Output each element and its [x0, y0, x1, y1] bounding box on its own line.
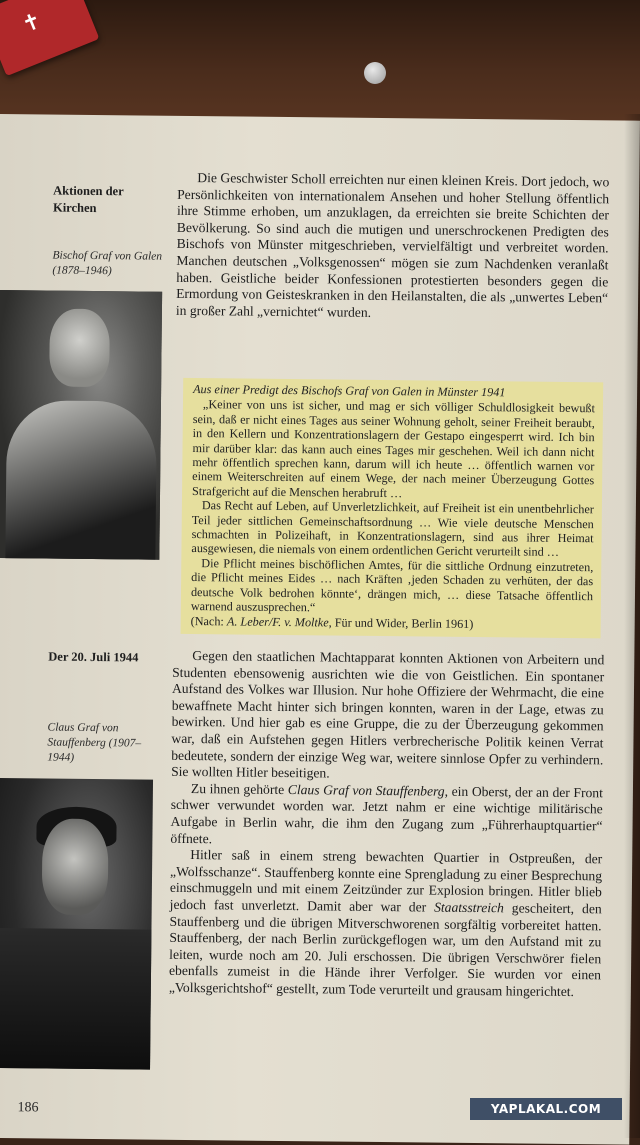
quote-paragraph: „Keiner von uns ist sicher, und mag er sich völliger Schuldlosigkeit bewußt sein, daß er nicht eines Tages aus seiner Wohnung geholt, seiner Freiheit beraubt, in den Kellern und Konzentrationslagern der Gestapo eingesperrt wird. Ich bin mir darüber klar: das kann auch eines Tages mir geschehen. Weil ich dann nicht mehr öffentlich sprechen kann, darum will ich heute … öffentlich warnen vor einem Weiterschreiten auf einem Wege, der nach meiner Überzeugung Gottes Strafgericht auf die Menschen herabruft …	[191, 397, 596, 501]
photo-face	[42, 818, 109, 915]
paragraph-intro	[176, 170, 610, 324]
text-run: Hitler saß in einem streng bewachten Quartier in Ostpreußen, der „Wolfsschanze“. Stauffenberg konnte eine Sprengladung zu einer Besprechung einschmuggeln und mit einem Zeitzünder zur Explosion bringen. Hitler blieb jedoch fast unverletzt. Damit aber war der	[169, 847, 603, 915]
body-paragraph: Gegen den staatlichen Machtapparat konnten Aktionen von Arbeitern und Studenten ebensowenig ausrichten wie die von Geistlichen. Ein spontaner Aufstand des Volkes war Illusion. Nur hohe Offiziere der Wehrmacht, die eine bewaffnete Macht hinter sich bringen konnten, waren in der Lage, etwas zu bewirken. Und hier gab es eine Gruppe, die zu der Überzeugung gekommen war, daß ein Aufstehen gegen Hitlers verbrecherische Politik keinen Verrat bedeutete, sondern der einzige Weg war, weitere sinnlose Opfer zu verhindern. Sie wollten Hitler beseitigen.	[171, 648, 605, 781]
source-authors: A. Leber/F. v. Moltke	[226, 613, 329, 629]
source-suffix: , Für und Wider, Berlin 1961)	[328, 614, 474, 631]
text-run: gescheitert, den Stauffenberg und die übrigen Mitverschworenen sorgfältig vorbereitet hatten. Stauffenberg, der nach Berlin zurückgeflogen war, um den Aufstand mit zu leiten, wurde noch am 20. Juli erschossen. Die übrigen Verschwörer fielen ebenfalls zumeist in die Hände ihrer Verfolger. Sie wurden vor einen „Volksgerichtshof“ gestellt, zum Tode verurteilt und grausam hingerichtet.	[168, 900, 602, 999]
quote-box-galen	[181, 378, 604, 638]
quote-paragraph: Das Recht auf Leben, auf Unverletzlichkeit, auf Freiheit ist ein unentbehrlicher Teil jeder sittlichen Gemeinschaftsordnung … Wie viele deutsche Menschen schmachten in Polizeihaft, in Konzentrationslagern, sind aus ihrer Heimat ausgewiesen, die niemals von einem ordentlichen Gericht verurteilt sind …	[191, 498, 594, 560]
section-20-juli	[169, 648, 605, 1001]
red-book-image	[0, 0, 99, 76]
quote-title: Aus einer Predigt des Bischofs Graf von Galen in Münster 1941	[193, 382, 506, 400]
body-paragraph: Die Geschwister Scholl erreichten nur einen kleinen Kreis. Dort jedoch, wo Persönlichkeiten von internationalem Ansehen und hoher Stellung öffentlich ihre Stimme erhoben, um anzuklagen, da erreichten sie breite Schichten der Bevölkerung. So sind auch die mutigen und unerschrockenen Predigten des Bischofs von Münster mitgeschrieben, vervielfältigt und verbreitet worden. Manchen deutschen „Volksgenossen“ mögen sie zum Nachdenken veranlaßt haben. Geistliche beider Konfessionen protestierten besonders gegen die Ermordung von Geisteskranken in den Heilanstalten, die als „unwertes Leben“ in großer Zahl „vernichtet“ wurden.	[175, 170, 610, 320]
pushpin-icon	[364, 62, 386, 84]
source-prefix: (Nach:	[190, 613, 227, 628]
caption-galen: Bischof Graf von Galen (1878–1946)	[52, 249, 163, 278]
photo-bishop-galen	[0, 290, 162, 560]
body-paragraph	[170, 781, 603, 852]
text-run: , ein Oberst, der an der Front schwer verwundet worden war. Jetzt nahm er eine wichtige militärische Aufgabe in Berlin wahr, die ihm den Zugang zum „Führerhauptquartier“ öffnete.	[170, 783, 604, 846]
watermark-badge: YAPLAKAL.COM	[470, 1098, 622, 1120]
text-run: Zu ihnen gehörte	[190, 780, 288, 797]
quote-source	[191, 614, 593, 633]
emphasis-term: Staatsstreich	[434, 899, 504, 916]
person-name: Claus Graf von Stauffenberg	[287, 781, 445, 799]
photo-uniform	[0, 928, 151, 1070]
cross-icon: ✝	[18, 8, 46, 39]
heading-20-juli-1944: Der 20. Juli 1944	[48, 649, 139, 665]
page-number: 186	[17, 1100, 39, 1116]
photo-stauffenberg	[0, 778, 153, 1070]
quote-paragraph: Die Pflicht meines bischöflichen Amtes, für die sittliche Ordnung einzutreten, die Pflicht meines Eides … nach Kräften ‚jeden Schaden zu verhüten, der das deutsche Volk bedrohen könnte‘, drängen mich, … diese Tatsache öffentlich warnend auszusprechen.“	[190, 556, 594, 615]
desk-background	[0, 0, 640, 130]
photo-face	[49, 309, 110, 388]
caption-stauffenberg: Claus Graf von Stauffenberg (1907–1944)	[47, 721, 142, 764]
heading-aktionen-der-kirchen: Aktionen der Kirchen	[52, 183, 124, 216]
page-edge-shadow	[624, 114, 640, 1138]
body-paragraph	[169, 847, 603, 1001]
book-page	[0, 114, 640, 1145]
photo-robe	[5, 400, 157, 560]
